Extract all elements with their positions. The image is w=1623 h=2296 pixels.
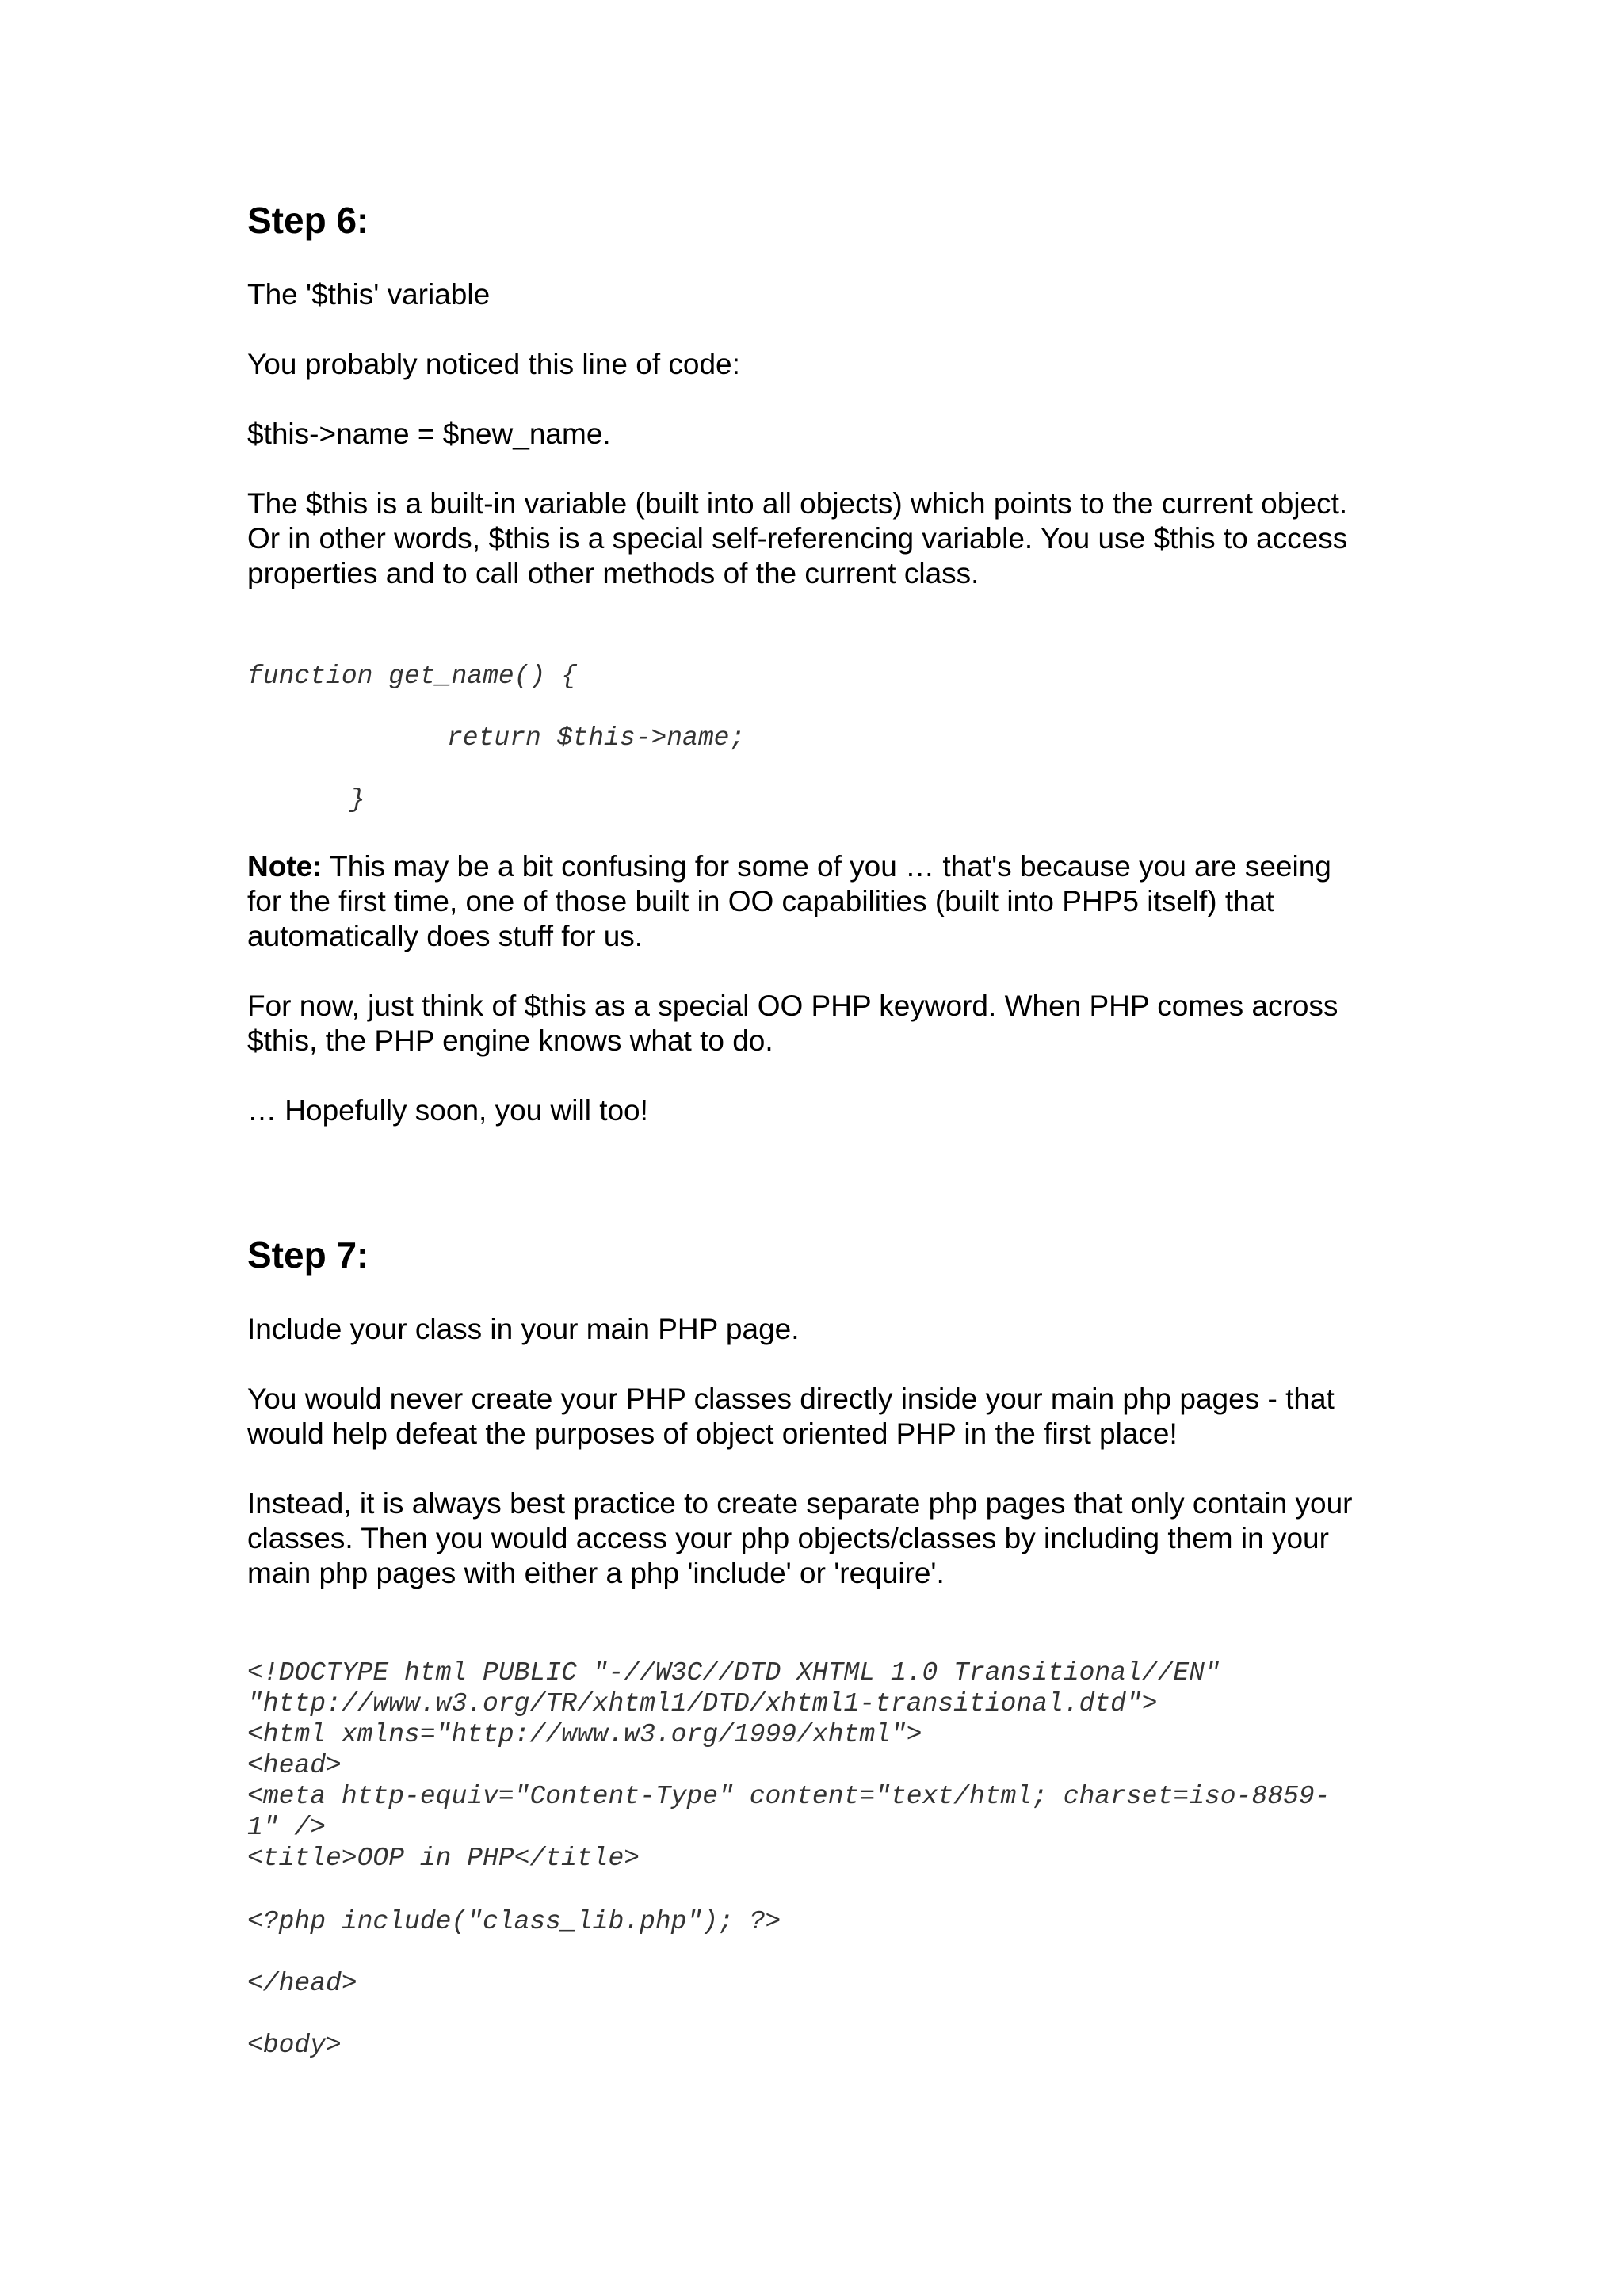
code-line: <title>OOP in PHP</title> [247, 1844, 640, 1873]
step6-heading: Step 6: [247, 200, 369, 241]
note-text: This may be a bit confusing for some of you … that's because you are seeing [322, 850, 1331, 883]
step7-subtitle: Include your class in your main PHP page. [247, 1313, 800, 1345]
step6-code-function: function get_name() { [247, 662, 577, 691]
for-now-line: $this, the PHP engine knows what to do. [247, 1024, 773, 1057]
step7-para2 [247, 1486, 1352, 1591]
step6-intro: You probably noticed this line of code: [247, 348, 740, 380]
para2-line: main php pages with either a php 'include' or 'require'. [247, 1557, 945, 1589]
step6-code-close-brace: } [349, 785, 365, 814]
code-line: 1" /> [247, 1813, 327, 1842]
step6-explanation [247, 486, 1347, 591]
explanation-line: properties and to call other methods of the current class. [247, 557, 980, 589]
step7-code-body: <body> [247, 2031, 342, 2060]
code-line: <html xmlns="http://www.w3.org/1999/xhtml"> [247, 1720, 922, 1749]
note-label: Note: [247, 850, 323, 883]
step7-para1 [247, 1382, 1335, 1451]
step7-code-include: <?php include("class_lib.php"); ?> [247, 1907, 781, 1936]
step6-code-return: return $this->name; [447, 723, 746, 753]
for-now-line: For now, just think of $this as a special OO PHP keyword. When PHP comes across [247, 990, 1338, 1022]
step7-heading: Step 7: [247, 1234, 369, 1276]
para1-line: You would never create your PHP classes directly inside your main php pages - that [247, 1383, 1335, 1415]
step7-code-doctype [247, 1657, 1330, 1874]
step6-for-now [247, 989, 1338, 1058]
step6-hopefully: … Hopefully soon, you will too! [247, 1094, 648, 1127]
code-line: <head> [247, 1751, 342, 1780]
step6-subtitle: The '$this' variable [247, 278, 491, 311]
note-line: for the first time, one of those built in OO capabilities (built into PHP5 itself) that [247, 885, 1274, 917]
code-line: <!DOCTYPE html PUBLIC "-//W3C//DTD XHTML 1.0 Transitional//EN" [247, 1658, 1220, 1688]
note-line: automatically does stuff for us. [247, 920, 643, 952]
code-line: "http://www.w3.org/TR/xhtml1/DTD/xhtml1-transitional.dtd"> [247, 1689, 1158, 1718]
step7-code-head-close: </head> [247, 1969, 357, 1998]
explanation-line: Or in other words, $this is a special self-referencing variable. You use $this to access [247, 522, 1348, 555]
para1-line: would help defeat the purposes of object oriented PHP in the first place! [247, 1417, 1178, 1450]
para2-line: classes. Then you would access your php objects/classes by including them in your [247, 1522, 1329, 1554]
step6-note [247, 849, 1331, 954]
step6-code-line: $this->name = $new_name. [247, 418, 611, 450]
explanation-line: The $this is a built-in variable (built into all objects) which points to the current object. [247, 487, 1348, 520]
code-line: <meta http-equiv="Content-Type" content="text/html; charset=iso-8859- [247, 1782, 1331, 1811]
para2-line: Instead, it is always best practice to create separate php pages that only contain your [247, 1487, 1353, 1520]
